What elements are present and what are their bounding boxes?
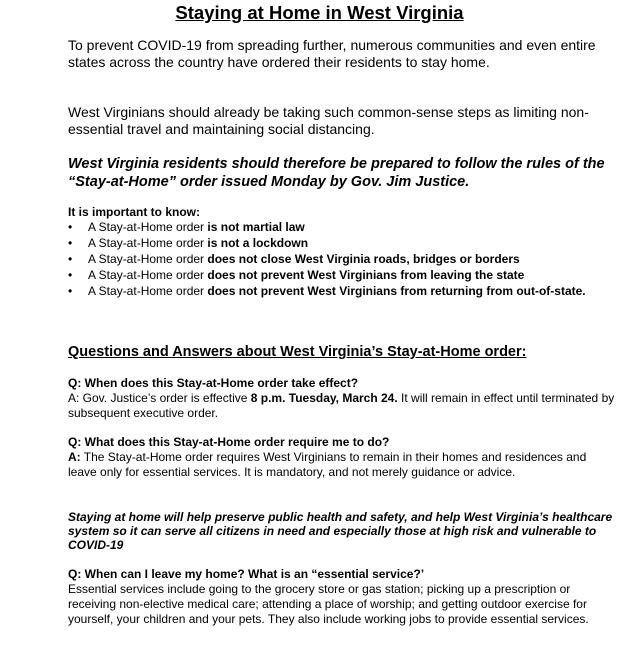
bullet-bold: does not prevent West Virginians from returning from out-of-state. — [207, 284, 586, 298]
answer-1-bold: 8 p.m. Tuesday, March 24. — [250, 391, 398, 405]
bullet-bold: is not martial law — [207, 220, 305, 234]
list-item — [68, 267, 613, 283]
intro-paragraph-1: To prevent COVID-19 from spreading further, numerous communities and even entire states across the country have ordered their residents to stay home. — [68, 37, 596, 70]
important-list — [68, 219, 613, 299]
bullet-lead: A Stay-at-Home order — [88, 284, 208, 298]
bullet-icon: • — [68, 220, 73, 234]
emphasis-paragraph: West Virginia residents should therefore be prepared to follow the rules of the “Stay-at-Home” order issued Monday by Gov. Jim Justice. — [68, 156, 605, 190]
answer-2-text: The Stay-at-Home order requires West Virginians to remain in their homes and residences and leave only for essential services. It is mandatory, and not merely guidance or advice. — [68, 450, 587, 479]
intro-paragraph-2: West Virginians should already be taking such common-sense steps as limiting non-essential travel and maintaining social distancing. — [68, 104, 589, 137]
qa-heading: Questions and Answers about West Virginia’s Stay-at-Home order: — [68, 344, 527, 360]
list-item — [68, 283, 613, 299]
bullet-bold: does not prevent West Virginians from leaving the state — [207, 268, 525, 282]
list-item — [68, 251, 613, 267]
answer-3: Essential services include going to the grocery store or gas station; picking up a prescription or receiving non-elective medical care; attending a place of worship; and getting outdoor exercise for yourself, your children and your pets. They also include working jobs to provide essential services. — [68, 582, 589, 626]
document-title: Staying at Home in West Virginia — [175, 2, 464, 23]
answer-1-prefix: A: Gov. Justice’s order is effective — [68, 391, 251, 405]
bullet-icon: • — [68, 252, 73, 266]
bullet-icon: • — [68, 284, 73, 298]
bullet-lead: A Stay-at-Home order — [88, 236, 208, 250]
bullet-bold: is not a lockdown — [207, 236, 309, 250]
bullet-icon: • — [68, 268, 73, 282]
bullet-lead: A Stay-at-Home order — [88, 252, 208, 266]
bullet-lead: A Stay-at-Home order — [88, 268, 208, 282]
bullet-icon: • — [68, 236, 73, 250]
answer-2-label: A: — [68, 450, 81, 464]
bullet-lead: A Stay-at-Home order — [88, 220, 208, 234]
list-item — [68, 219, 613, 235]
important-heading: It is important to know: — [68, 205, 200, 219]
answer-1-suffix: It will remain in effect until terminated by subsequent executive order. — [68, 391, 615, 420]
qa-item-1 — [68, 376, 616, 421]
italic-note: Staying at home will help preserve public health and safety, and help West Virginia’s healthcare system so it can serve all citizens in need and especially those at high risk and vulnerable to COVID-19 — [68, 510, 613, 552]
qa-item-3 — [68, 567, 616, 627]
list-item — [68, 235, 613, 251]
bullet-bold: does not close West Virginia roads, bridges or borders — [207, 252, 520, 266]
question-2: Q: What does this Stay-at-Home order require me to do? — [68, 435, 390, 449]
qa-item-2 — [68, 435, 616, 480]
question-1: Q: When does this Stay-at-Home order take effect? — [68, 376, 359, 390]
question-3: Q: When can I leave my home? What is an “essential service?’ — [68, 567, 425, 581]
